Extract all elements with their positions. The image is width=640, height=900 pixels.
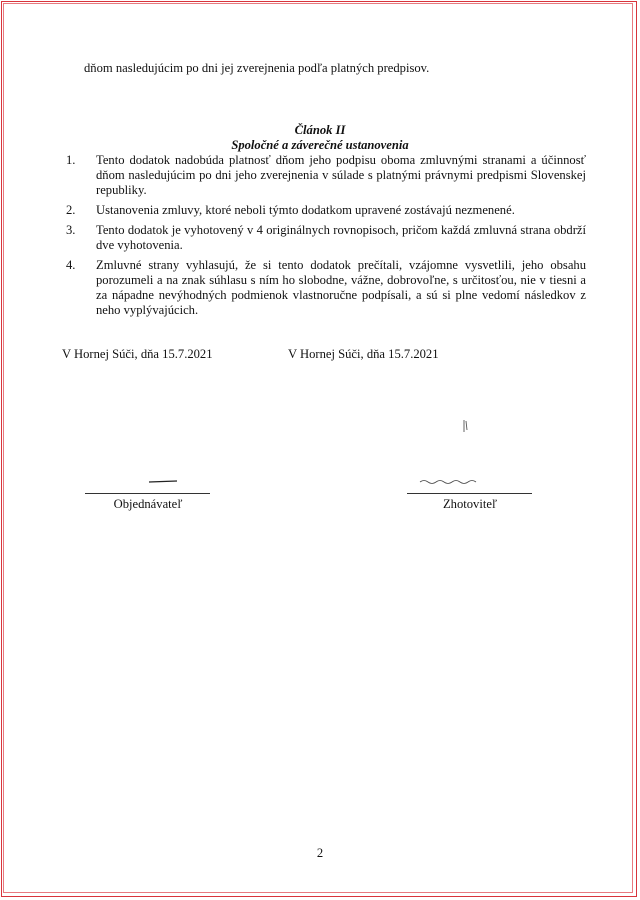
provision-number: 3. <box>66 223 76 237</box>
provision-item <box>62 223 586 253</box>
article-title: Článok II <box>294 123 346 137</box>
place-date-right: V Hornej Súči, dňa 15.7.2021 <box>288 347 439 361</box>
provision-number: 2. <box>66 203 76 217</box>
signature-label-right: Zhotoviteľ <box>442 497 498 511</box>
signature-mark-right <box>456 418 476 438</box>
signature-mark-left <box>148 476 178 486</box>
continuation-paragraph: dňom nasledujúcim po dni jej zverejnenia podľa platných predpisov. <box>84 61 430 75</box>
provision-item <box>62 258 586 318</box>
provision-item <box>62 153 586 198</box>
provision-number: 4. <box>66 258 76 272</box>
provisions-list <box>62 153 586 323</box>
signature-line-left <box>85 493 210 494</box>
provision-item <box>62 203 586 218</box>
provision-text: Zmluvné strany vyhlasujú, že si tento dodatok prečítali, vzájomne vysvetlili, jeho obsahu porozumeli a na znak súhlasu s ním ho slobodne, vážne, dobrovoľne, s určitosťou, nie v tiesni a za nápadne nevýhodných podmienok vlastnoručne podpísali, a sú si plne vedomí následkov z neho vyplývajúcich. <box>96 258 586 317</box>
signature-label-left: Objednávateľ <box>113 497 183 511</box>
article-subtitle: Spoločné a záverečné ustanovenia <box>231 138 409 152</box>
place-date-left: V Hornej Súči, dňa 15.7.2021 <box>62 347 213 361</box>
stamp-scribble-right <box>418 476 488 486</box>
page-number: 2 <box>316 846 324 860</box>
provision-number: 1. <box>66 153 76 167</box>
signature-line-right <box>407 493 532 494</box>
provision-text: Tento dodatok je vyhotovený v 4 originálnych rovnopisoch, pričom každá zmluvná strana obdrží dve vyhotovenia. <box>96 223 586 252</box>
provision-text: Ustanovenia zmluvy, ktoré neboli týmto dodatkom upravené zostávajú nezmenené. <box>96 203 515 217</box>
provision-text: Tento dodatok nadobúda platnosť dňom jeho podpisu oboma zmluvnými stranami a účinnosť dňom nasledujúcim po dni jeho zverejnenia v súlade s platnými právnymi predpismi Slovenskej republiky. <box>96 153 586 197</box>
